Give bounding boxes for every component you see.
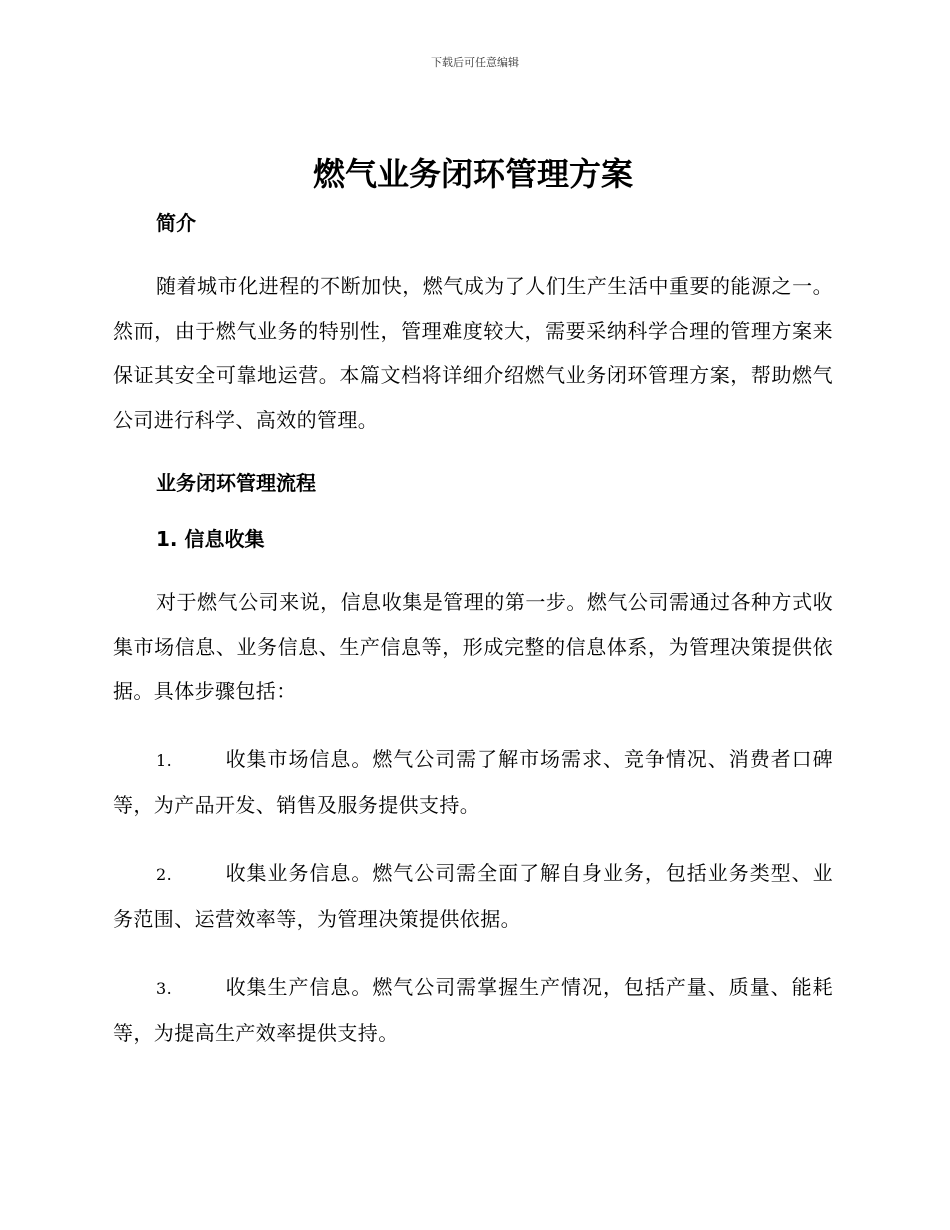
- step1-paragraph: 对于燃气公司来说，信息收集是管理的第一步。燃气公司需通过各种方式收集市场信息、业务信息、生产信息等，形成完整的信息体系，为管理决策提供依据。具体步骤包括：: [113, 590, 833, 703]
- intro-heading: 简介: [156, 211, 196, 235]
- list-item-number: 1.: [156, 750, 173, 770]
- page-header-note: 下载后可任意编辑: [431, 56, 519, 69]
- list-item-text: 收集市场信息。燃气公司需了解市场需求、竞争情况、消费者口碑等，为产品开发、销售及服务提供支持。: [113, 746, 833, 817]
- step1-heading: 1. 信息收集: [156, 527, 265, 551]
- list-item: [113, 737, 833, 828]
- intro-paragraph: 随着城市化进程的不断加快，燃气成为了人们生产生活中重要的能源之一。然而，由于燃气业务的特别性，管理难度较大，需要采纳科学合理的管理方案来保证其安全可靠地运营。本篇文档将详细介绍燃气业务闭环管理方案，帮助燃气公司进行科学、高效的管理。: [113, 274, 833, 432]
- list-item-text: 收集业务信息。燃气公司需全面了解自身业务，包括业务类型、业务范围、运营效率等，为管理决策提供依据。: [113, 860, 833, 931]
- document-body: [113, 150, 833, 1056]
- list-item-number: 3.: [156, 978, 173, 998]
- list-item: [113, 851, 833, 942]
- list-item-number: 2.: [156, 864, 173, 884]
- list-item: [113, 965, 833, 1056]
- list-item-text: 收集生产信息。燃气公司需掌握生产情况，包括产量、质量、能耗等，为提高生产效率提供支持。: [113, 974, 833, 1045]
- document-title: 燃气业务闭环管理方案: [312, 155, 633, 193]
- flow-heading: 业务闭环管理流程: [156, 471, 316, 495]
